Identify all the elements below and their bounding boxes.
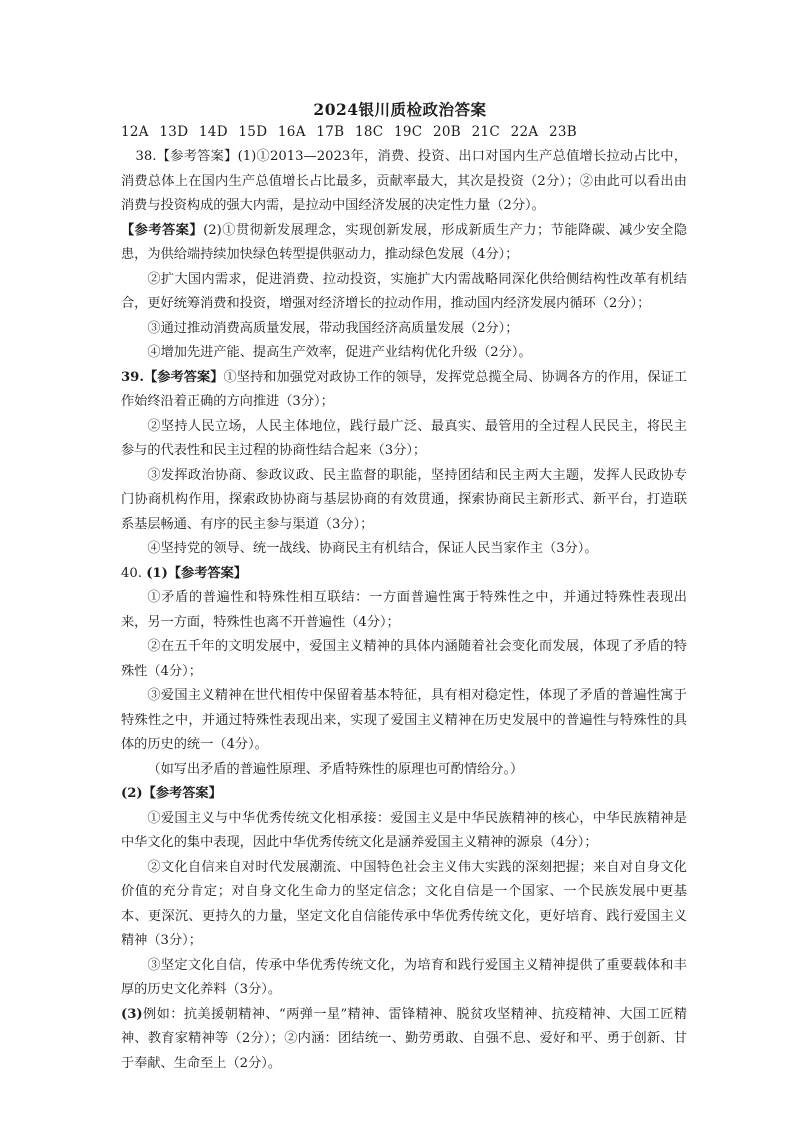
choice-answer: 17B xyxy=(316,124,345,140)
q38-lead-2: 【参考答案】 xyxy=(121,222,204,238)
answer-body xyxy=(121,145,687,1076)
q40-number: 40. xyxy=(121,565,142,581)
choice-answer: 12A xyxy=(121,124,149,140)
q38-lead: 38.【参考答案】 xyxy=(135,149,238,164)
q40-part3 xyxy=(121,1003,687,1077)
choice-answer: 18C xyxy=(354,124,384,140)
q40-part3-text: 例如：抗美援朝精神、“两弹一星”精神、雷锋精神、脱贫攻坚精神、抗疫精神、大国工匠精神、教育家精神等（2分）；②内涵：团结统一、勤劳勇敢、自强不息、爱好和平、勇于创新、甘于奉献、生命至上（2分）。 xyxy=(121,1006,687,1071)
q38-paragraph-5: ④增加先进产能、提高生产效率，促进产业结构优化升级（2分）。 xyxy=(147,345,532,360)
choice-answer-row xyxy=(121,124,583,140)
q40-part1-lead: (1)【参考答案】 xyxy=(146,565,247,581)
q40-paragraph-2: ②在五千年的文明发展中，爱国主义精神的具体内涵随着社会变化而发展，体现了矛盾的特殊性（4分）； xyxy=(121,639,687,679)
q40-part2-lead: (2)【参考答案】 xyxy=(121,786,222,801)
q38-text-2: (2)①贯彻新发展理念，实现创新发展，形成新质生产力；节能降碳、减少安全隐患，为供给端持续加快绿色转型提供驱动力，推动绿色发展（4分）； xyxy=(121,222,688,262)
page-title: 2024银川质检政治答案 xyxy=(313,100,487,119)
q38-paragraph-3: ②扩大国内需求，促进消费、拉动投资，实施扩大内需战略同深化供给侧结构性改革有机结合，更好统筹消费和投资，增强对经济增长的拉动作用，推动国内经济发展内循环（2分）； xyxy=(121,271,687,311)
q40-paragraph-1: ①矛盾的普遍性和特殊性相互联结：一方面普遍性寓于特殊性之中，并通过特殊性表现出来，另一方面，特殊性也离不开普遍性（4分）； xyxy=(121,590,687,630)
q40-paragraph-6: ②文化自信来自对时代发展潮流、中国特色社会主义伟大实践的深刻把握；来自对自身文化价值的充分肯定；对自身文化生命力的坚定信念；文化自信是一个国家、一个民族发展中更基本、更深沉、更持久的力量，坚定文化自信能传承中华优秀传统文化，更好培育、践行爱国主义精神（3分）； xyxy=(121,859,687,948)
q38-paragraph-4: ③通过推动消费高质量发展，带动我国经济高质量发展（2分）； xyxy=(147,320,519,336)
choice-answer: 15D xyxy=(238,124,268,140)
choice-answer: 20B xyxy=(432,124,461,140)
choice-answer: 16A xyxy=(277,124,306,140)
q40-heading xyxy=(121,562,687,587)
q39-paragraph-3: ③发挥政治协商、参政议政、民主监督的职能，坚持团结和民主两大主题，发挥人民政协专门协商机构作用，探索政协协商与基层协商的有效贯通，探索协商民主新形式、新平台，打造联系基层畅通、有序的民主参与渠道（3分）； xyxy=(121,467,687,532)
q39-text-1: ①坚持和加强党对政协工作的领导，发挥党总揽全局、协调各方的作用，保证工作始终沿着正确的方向推进（3分）； xyxy=(121,369,688,409)
q40-paragraph-3: ③爱国主义精神在世代相传中保留着基本特征，具有相对稳定性，体现了矛盾的普遍性寓于特殊性之中，并通过特殊性表现出来，实现了爱国主义精神在历史发展中的普遍性与特殊性的具体的历史的统一（4分）。 xyxy=(121,688,687,752)
choice-answer: 19C xyxy=(393,124,423,140)
q39-paragraph-4: ④坚持党的领导、统一战线、协商民主有机结合，保证人民当家作主（3分）。 xyxy=(147,541,598,556)
choice-answer: 21C xyxy=(471,124,500,140)
q39-paragraph-1 xyxy=(121,366,687,415)
q38-paragraph-1 xyxy=(121,145,687,219)
q38-text-1: (1)①2013—2023年，消费、投资、出口对国内生产总值增长拉动占比中，消费总体上在国内生产总值增长占比最多，贡献率最大，其次是投资（2分）；②由此可以看出由消费与投资构成的强大内需，是拉动中国经济发展的决定性力量（2分）。 xyxy=(121,149,687,213)
q39-lead: 39.【参考答案】 xyxy=(121,369,224,385)
q40-paragraph-5: ①爱国主义与中华优秀传统文化相承接：爱国主义是中华民族精神的核心，中华民族精神是中华文化的集中表现，因此中华优秀传统文化是涵养爱国主义精神的源泉（4分）； xyxy=(121,810,687,850)
q38-paragraph-2 xyxy=(121,219,687,268)
q40-part3-lead: (3) xyxy=(121,1006,143,1022)
choice-answer: 22A xyxy=(510,124,539,140)
q40-paragraph-7: ③坚定文化自信，传承中华优秀传统文化，为培育和践行爱国主义精神提供了重要载体和丰厚的历史文化养料（3分）。 xyxy=(121,957,687,997)
q39-paragraph-2: ②坚持人民立场，人民主体地位，践行最广泛、最真实、最管用的全过程人民民主，将民主参与的代表性和民主过程的协商性结合起来（3分）； xyxy=(121,418,687,458)
choice-answer: 14D xyxy=(198,124,228,140)
choice-answer: 13D xyxy=(159,124,189,140)
q40-note: （如写出矛盾的普遍性原理、矛盾特殊性的原理也可酌情给分。） xyxy=(147,761,524,777)
choice-answer: 23B xyxy=(549,124,577,140)
